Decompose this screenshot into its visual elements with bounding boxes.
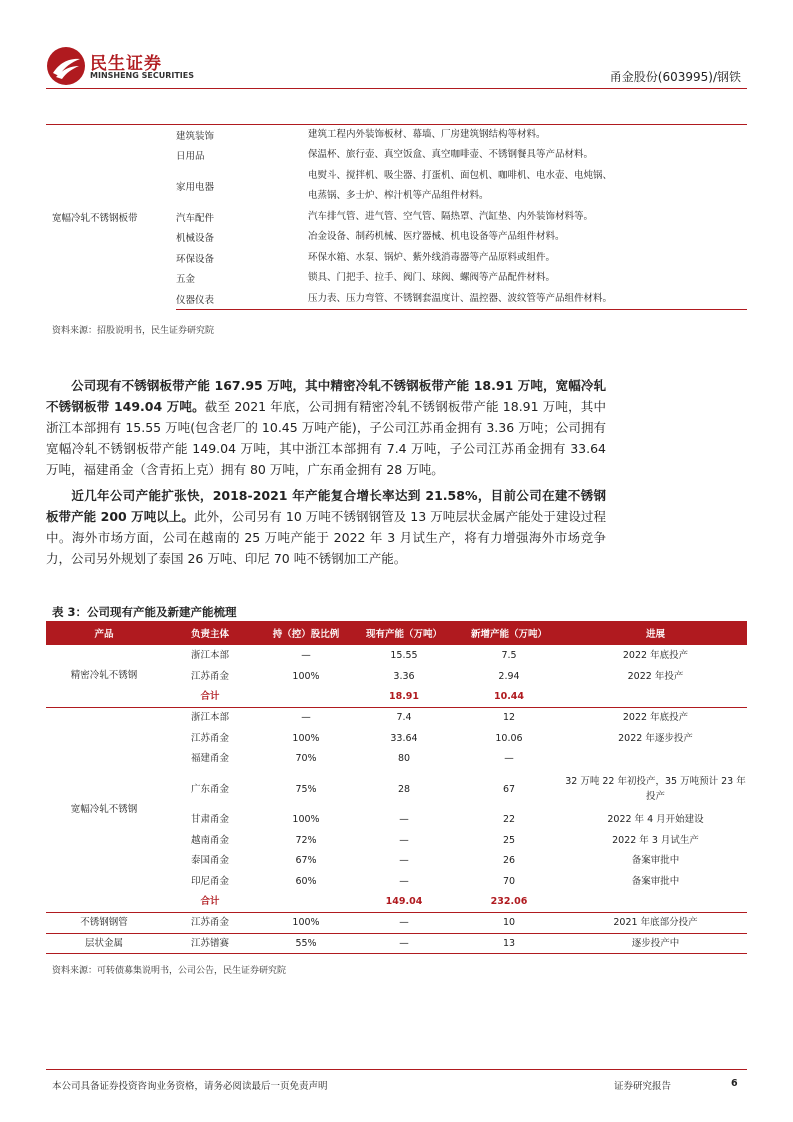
- usage-desc: 压力表、压力弯管、不锈钢套温度计、温控器、波纹管等产品组件材料。: [308, 289, 747, 310]
- cell-progress: 2022 年投产: [627, 670, 684, 682]
- usage-desc: 锁具、门把手、拉手、阀门、球阀、螺阀等产品配件材料。: [308, 272, 556, 284]
- cell-entity: 江苏镨赛: [162, 933, 258, 954]
- table-row: [46, 125, 747, 146]
- cell-entity: 江苏甬金: [190, 732, 229, 744]
- logo-mark-icon: [46, 46, 86, 86]
- header-existing: 现有产能（万吨）: [354, 621, 454, 645]
- cell-new: 67: [502, 783, 516, 795]
- usage-desc: 汽车排气管、进气管、空气管、隔热罩、汽缸垫、内外装饰材料等。: [308, 210, 594, 222]
- cell-entity: 印尼甬金: [190, 876, 229, 888]
- usage-table-source: 资料来源：招股说明书，民生证券研究院: [52, 326, 215, 336]
- cell-existing: 15.55: [390, 649, 418, 661]
- cell-new: 22: [502, 813, 516, 825]
- product-layered: 层状金属: [46, 933, 162, 954]
- usage-field: 环保设备: [176, 253, 215, 265]
- cell-entity: 泰国甬金: [190, 855, 229, 867]
- cell-progress: [564, 686, 747, 707]
- page-number: 6: [731, 1078, 738, 1089]
- paragraph-lead: 公司现有不锈钢板带产能 167.95 万吨，其中精密冷轧不锈钢板带产能 18.91 万吨，宽幅冷轧不锈钢板带 149.04 万吨。: [46, 378, 606, 414]
- footer-report-type: 证券研究报告: [614, 1081, 672, 1092]
- cell-progress: 2022 年逐步投产: [618, 732, 693, 744]
- footer-disclaimer: 本公司具备证券投资咨询业务资格，请务必阅读最后一页免责声明: [52, 1081, 328, 1092]
- cell-entity: 越南甬金: [190, 834, 229, 846]
- cell-share: —: [301, 649, 311, 661]
- cell-share: 55%: [258, 933, 354, 954]
- cell-existing: —: [354, 913, 454, 934]
- paragraph-lead: 近几年公司产能扩张快，2018-2021 年产能复合增长率达到 21.58%，目前公司在建不锈钢板带产能 200 万吨以上。: [46, 488, 606, 524]
- cell-existing: —: [399, 855, 409, 867]
- table-row: [46, 933, 747, 954]
- stock-title: 甬金股份(603995)/钢铁: [609, 70, 741, 84]
- table-row: [46, 645, 747, 666]
- usage-desc: 建筑工程内外装饰板材、幕墙、厂房建筑钢结构等材料。: [308, 125, 747, 146]
- cell-new: 12: [502, 712, 516, 724]
- cell-total-label: 合计: [162, 686, 258, 707]
- cell-new: —: [504, 753, 514, 765]
- header-divider: [46, 88, 747, 89]
- usage-field: 仪器仪表: [176, 289, 308, 310]
- table-row: [46, 707, 747, 728]
- logo-en-text: MINSHENG SECURITIES: [90, 71, 194, 80]
- cell-share: 100%: [258, 913, 354, 934]
- product-wide: 宽幅冷轧不锈钢: [46, 707, 162, 913]
- footer-divider: [46, 1069, 747, 1070]
- cell-progress: 逐步投产中: [564, 933, 747, 954]
- cell-new: 25: [502, 834, 516, 846]
- usage-product-cell: 宽幅冷轧不锈钢板带: [46, 125, 176, 310]
- usage-field: 日用品: [176, 151, 205, 163]
- cell-progress: [564, 748, 747, 769]
- usage-field: 五金: [176, 274, 196, 286]
- cell-entity: 广东甬金: [190, 783, 229, 795]
- cell-progress: 2022 年 4 月开始建设: [607, 813, 704, 825]
- paragraph-body: 截至 2021 年底，公司拥有精密冷轧不锈钢板带产能 18.91 万吨，其中浙江本部拥有 15.55 万吨(包含老厂的 10.45 万吨产能)，子公司江苏甬金拥有 3.36 万吨；公司拥有宽幅冷轧不锈钢板带产能 149.04 万吨，其中浙江本部拥有 7.4 万吨，子公司江苏甬金拥有 33.64 万吨，福建甬金（含青拓上克）拥有 80 万吨，广东甬金拥有 28 万吨。: [46, 399, 606, 477]
- cell-entity: 甘肃甬金: [190, 813, 229, 825]
- cell-existing: 28: [397, 783, 411, 795]
- cell-share: 100%: [292, 670, 320, 682]
- usage-table: [46, 124, 747, 310]
- product-precision: 精密冷轧不锈钢: [46, 645, 162, 707]
- cell-new: 7.5: [501, 649, 517, 661]
- usage-desc: 冶金设备、制药机械、医疗器械、机电设备等产品组件材料。: [308, 231, 565, 243]
- cell-progress: 2022 年 3 月试生产: [612, 834, 699, 846]
- cell-existing: —: [354, 933, 454, 954]
- product-pipe: 不锈钢钢管: [46, 913, 162, 934]
- paragraph-body: 此外，公司另有 10 万吨不锈钢钢管及 13 万吨层状金属产能处于建设过程中。海外市场方面，公司在越南的 25 万吨产能于 2022 年 3 月试生产，将有力增强海外市场竞争力，公司另外规划了泰国 26 万吨、印尼 70 吨不锈钢加工产能。: [46, 509, 606, 566]
- capacity-table: [46, 621, 747, 954]
- cell-share: 100%: [292, 732, 320, 744]
- cell-progress: 2021 年底部分投产: [564, 913, 747, 934]
- usage-desc-line2: 电蒸锅、多士炉、榨汁机等产品组件材料。: [308, 190, 489, 202]
- usage-desc: 环保水箱、水泵、锅炉、紫外线消毒器等产品原料或组件。: [308, 251, 556, 263]
- cell-share: —: [301, 712, 311, 724]
- cell-share: 100%: [292, 813, 320, 825]
- cell-existing: —: [399, 813, 409, 825]
- table-row: [46, 913, 747, 934]
- cell-new: 10: [454, 913, 564, 934]
- logo-cn-text: 民生证券: [90, 54, 162, 74]
- cell-new-total: 232.06: [454, 892, 564, 913]
- cell-entity: 福建甬金: [190, 753, 229, 765]
- cell-entity: 江苏甬金: [162, 913, 258, 934]
- usage-desc: 保温杯、旅行壶、真空饭盒、真空咖啡壶、不锈钢餐具等产品材料。: [308, 149, 594, 161]
- header-share: 持（控）股比例: [258, 621, 354, 645]
- cell-new: 2.94: [498, 670, 520, 682]
- cell-progress: 备案审批中: [631, 855, 680, 867]
- cell-total-label: 合计: [162, 892, 258, 913]
- usage-field: 家用电器: [176, 182, 215, 193]
- table-header-row: [46, 621, 747, 645]
- cell-new: 13: [454, 933, 564, 954]
- cell-new: 70: [502, 876, 516, 888]
- cell-share: 75%: [295, 783, 317, 795]
- header-product: 产品: [46, 621, 162, 645]
- cell-existing: 80: [397, 753, 411, 765]
- cell-progress: 32 万吨 22 年初投产，35 万吨预计 23 年投产: [565, 776, 746, 803]
- cell-share: 72%: [295, 834, 317, 846]
- cell-progress: [564, 892, 747, 913]
- table-title: 表 3：公司现有产能及新建产能梳理: [52, 605, 237, 619]
- cell-existing: 33.64: [390, 732, 418, 744]
- paragraph-expansion: [46, 485, 606, 569]
- usage-field: 机械设备: [176, 233, 215, 245]
- cell-progress: 备案审批中: [631, 876, 680, 888]
- cell-existing-total: 149.04: [354, 892, 454, 913]
- cell-existing: —: [399, 834, 409, 846]
- paragraph-capacity: [46, 375, 606, 480]
- cell-share: [258, 892, 354, 913]
- header-entity: 负责主体: [162, 621, 258, 645]
- cell-entity: 浙江本部: [190, 712, 229, 724]
- usage-field: 汽车配件: [176, 212, 215, 224]
- cell-new: 26: [502, 855, 516, 867]
- cell-share: 70%: [295, 753, 317, 765]
- header-progress: 进展: [564, 621, 747, 645]
- cell-progress: 2022 年底投产: [622, 649, 689, 661]
- usage-field: 建筑装饰: [176, 125, 308, 146]
- header-new: 新增产能（万吨）: [454, 621, 564, 645]
- cell-existing: 7.4: [396, 712, 412, 724]
- cell-new-total: 10.44: [454, 686, 564, 707]
- usage-desc-line1: 电熨斗、搅拌机、吸尘器、打蛋机、面包机、咖啡机、电水壶、电炖锅、: [308, 169, 613, 181]
- cell-new: 10.06: [495, 732, 523, 744]
- cell-share: 67%: [295, 855, 317, 867]
- cell-entity: 浙江本部: [190, 649, 229, 661]
- cell-existing: —: [399, 876, 409, 888]
- cell-existing: 3.36: [393, 670, 415, 682]
- cell-share: 60%: [295, 876, 317, 888]
- logo: [46, 46, 196, 88]
- cell-existing-total: 18.91: [354, 686, 454, 707]
- capacity-table-source: 资料来源：可转债募集说明书，公司公告，民生证券研究院: [52, 966, 287, 976]
- cell-entity: 江苏甬金: [190, 670, 229, 682]
- cell-share: [258, 686, 354, 707]
- cell-progress: 2022 年底投产: [622, 712, 689, 724]
